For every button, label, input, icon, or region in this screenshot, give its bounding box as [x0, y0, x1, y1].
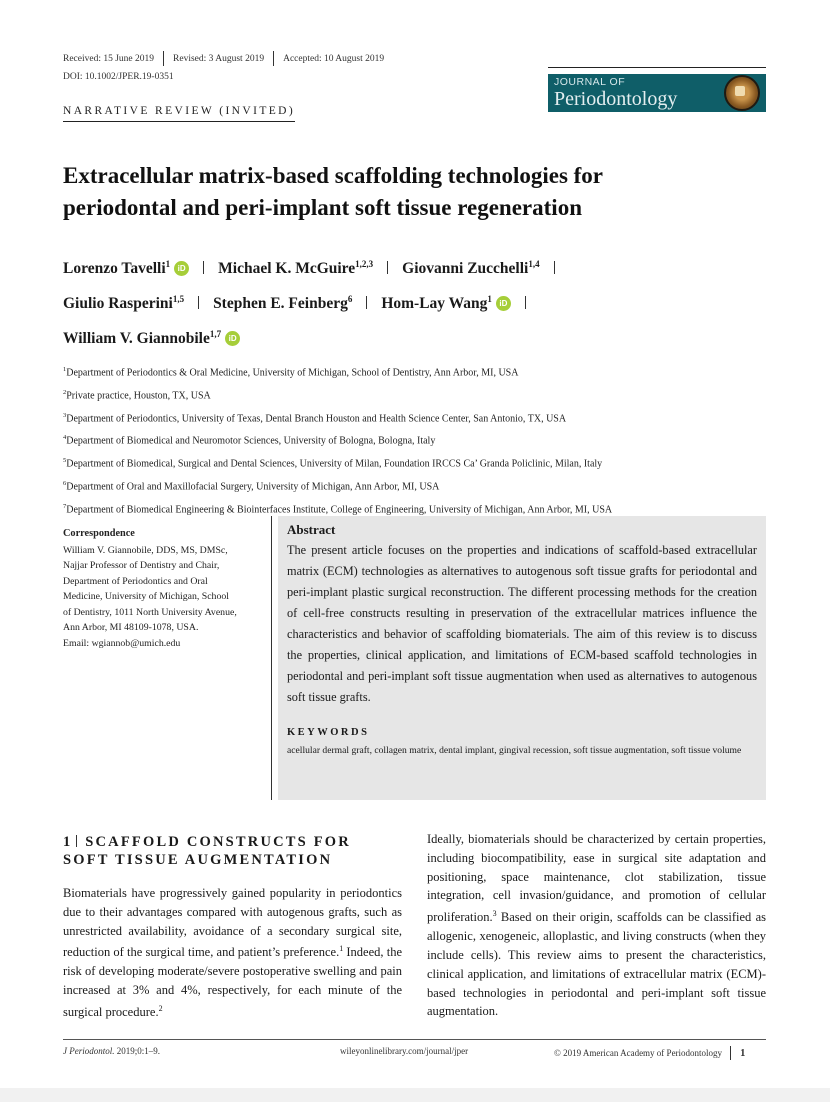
author-name[interactable]: William V. Giannobile$^{1,7}$ iD	[63, 319, 240, 354]
correspondence-line: of Dentistry, 1011 North University Avenue,	[63, 606, 237, 618]
correspondence-title: Correspondence	[63, 528, 135, 539]
section-number: 1	[63, 834, 71, 850]
author-name[interactable]: Giovanni Zucchelli$^{1,4}$	[402, 259, 540, 278]
title-line-1: Extracellular matrix-based scaffolding technologies for	[63, 163, 604, 188]
affiliation: $^5$Department of Biomedical, Surgical and Dental Sciences, University of Milan, Foundation IRCCS Ca’ Granda Policlinic, Milan, Italy	[63, 457, 603, 470]
correspondence	[63, 526, 263, 651]
article-type-label: NARRATIVE REVIEW (INVITED)	[63, 105, 295, 122]
title-line-2: periodontal and peri-implant soft tissue regeneration	[63, 195, 582, 220]
correspondence-line: Ann Arbor, MI 48109-1078, USA.	[63, 622, 199, 633]
journal-logo-small-text: JOURNAL OF	[554, 76, 626, 89]
orcid-icon[interactable]: iD	[225, 331, 240, 346]
viewer-bottom-edge	[0, 1088, 830, 1102]
correspondence-line: Medicine, University of Michigan, School	[63, 591, 229, 602]
divider	[198, 296, 199, 309]
divider	[273, 51, 274, 66]
footer-url[interactable]: wileyonlinelibrary.com/journal/jper	[340, 1046, 469, 1056]
paragraph-text: Biomaterials have progressively gained popularity in periodontics due to their advantages compared with autogenous grafts, such as unrestricted availability, avoidance of a secondary surgical site, reduction of the surgical time, and patient’s preference.	[63, 886, 402, 960]
article-title	[63, 160, 763, 224]
affiliation: $^6$Department of Oral and Maxillofacial Surgery, University of Michigan, Ann Arbor, MI, USA	[63, 480, 440, 493]
paragraph-text: Based on their origin, scaffolds can be classified as allogenic, xenogeneic, alloplastic, and living constructs (when they include cells). This review aims to present the characteristics, clinical application, and limitations of extracellular matrix (ECM)-based technologies in periodontal and peri-implant soft tissue augmentation.	[427, 910, 766, 1019]
correspondence-line: William V. Giannobile, DDS, MS, DMSc,	[63, 544, 228, 556]
divider	[366, 296, 367, 309]
affiliation: $^2$Private practice, Houston, TX, USA	[63, 388, 211, 402]
divider	[76, 835, 77, 847]
author-name[interactable]: Giulio Rasperini$^{1,5}$	[63, 294, 185, 313]
section-heading	[63, 833, 403, 869]
affiliation: $^1$Department of Periodontics & Oral Medicine, University of Michigan, School of Dentistry, Ann Arbor, MI, USA	[63, 366, 519, 379]
author-name[interactable]: Lorenzo Tavelli$^1$ iD	[63, 249, 189, 284]
keywords-title: KEYWORDS	[287, 727, 370, 738]
abstract-divider	[271, 516, 272, 800]
body-column-right	[427, 830, 766, 1021]
article-dates	[63, 51, 384, 66]
page-number: 1	[740, 1047, 746, 1059]
received-date: Received: 15 June 2019	[63, 53, 155, 64]
journal-logo-name: Periodontology	[554, 87, 678, 110]
aap-seal-icon	[724, 75, 760, 111]
correspondence-email[interactable]: Email: wgiannob@umich.edu	[63, 637, 181, 649]
citation-link[interactable]: 1	[339, 944, 344, 954]
body-column-left	[63, 884, 402, 1022]
author-name[interactable]: Stephen E. Feinberg$^6$	[213, 294, 353, 313]
divider	[387, 261, 388, 274]
footer-rule	[63, 1039, 766, 1040]
divider	[163, 51, 164, 66]
divider	[203, 261, 204, 274]
divider	[554, 261, 555, 274]
revised-date: Revised: 3 August 2019	[173, 53, 265, 64]
citation-link[interactable]: 2	[158, 1003, 163, 1013]
affiliation: $^4$Department of Biomedical and Neuromotor Sciences, University of Bologna, Bologna, Italy	[63, 434, 436, 447]
abstract-box	[278, 516, 766, 800]
footer-copyright: © 2019 American Academy of Periodontology 1	[554, 1047, 746, 1059]
divider	[525, 296, 526, 309]
author-name[interactable]: Michael K. McGuire$^{1,2,3}$	[218, 259, 374, 278]
author-name[interactable]: Hom-Lay Wang$^1$ iD	[381, 284, 511, 319]
author-list	[63, 249, 763, 354]
author-line-2	[63, 284, 763, 319]
paragraph-text: Indeed, the risk of developing moderate/severe postoperative swelling and pain increased at 3% and 4%, respectively, for each minute of the surgical procedure.	[63, 945, 403, 1020]
journal-logo[interactable]	[548, 74, 766, 112]
keywords-list: acellular dermal graft, collagen matrix, dental implant, gingival recession, soft tissue augmentation, soft tissue volume	[287, 745, 742, 756]
correspondence-line: Department of Periodontics and Oral	[63, 575, 208, 587]
header-rule	[548, 67, 766, 68]
paragraph-text: Ideally, biomaterials should be characterized by certain properties, including biocompatibility, ease in surgical site adaptation and positioning, space maintenance, clot stabilization, tissue integration, cell invasion/guidance, and promotion of cellular proliferation.	[427, 832, 766, 925]
footer-citation: J Periodontol. 2019;0:1–9.	[63, 1046, 161, 1056]
affiliation: $^7$Department of Biomedical Engineering & Biointerfaces Institute, College of Engineering, University of Michigan, Ann Arbor, MI, USA	[63, 502, 613, 516]
affiliations	[63, 360, 783, 520]
citation-link[interactable]: 3	[492, 909, 497, 919]
author-line-1	[63, 249, 763, 284]
section-heading-line-2: SOFT TISSUE AUGMENTATION	[63, 852, 333, 868]
affiliation: $^3$Department of Periodontics, University of Texas, Dental Branch Houston and Health Science Center, San Antonio, TX, USA	[63, 411, 567, 424]
abstract-title: Abstract	[287, 522, 336, 537]
abstract-body: The present article focuses on the properties and indications of scaffold-based extracellular matrix (ECM) technologies as alternatives to autogenous soft tissue grafts for periodontal and peri-implant plastic surgical reconstruction. The different processing methods for the creation of cell-free constructs resulting in preservation of the extracellular matrices influence the characteristics and behavior of scaffolding biomaterials. The aim of this review is to discuss the properties, clinical application, and limitations of ECM-based scaffold technologies in periodontal and peri-implant soft tissue augmentation when used as alternatives to autogenous soft tissue grafts.	[287, 543, 757, 704]
section-heading-line-1: SCAFFOLD CONSTRUCTS FOR	[85, 834, 351, 850]
orcid-icon[interactable]: iD	[496, 296, 511, 311]
correspondence-line: Najjar Professor of Dentistry and Chair,	[63, 560, 220, 571]
divider	[730, 1046, 731, 1060]
doi[interactable]: DOI: 10.1002/JPER.19-0351	[63, 72, 174, 82]
accepted-date: Accepted: 10 August 2019	[283, 53, 385, 64]
orcid-icon[interactable]: iD	[174, 261, 189, 276]
author-line-3	[63, 319, 763, 354]
